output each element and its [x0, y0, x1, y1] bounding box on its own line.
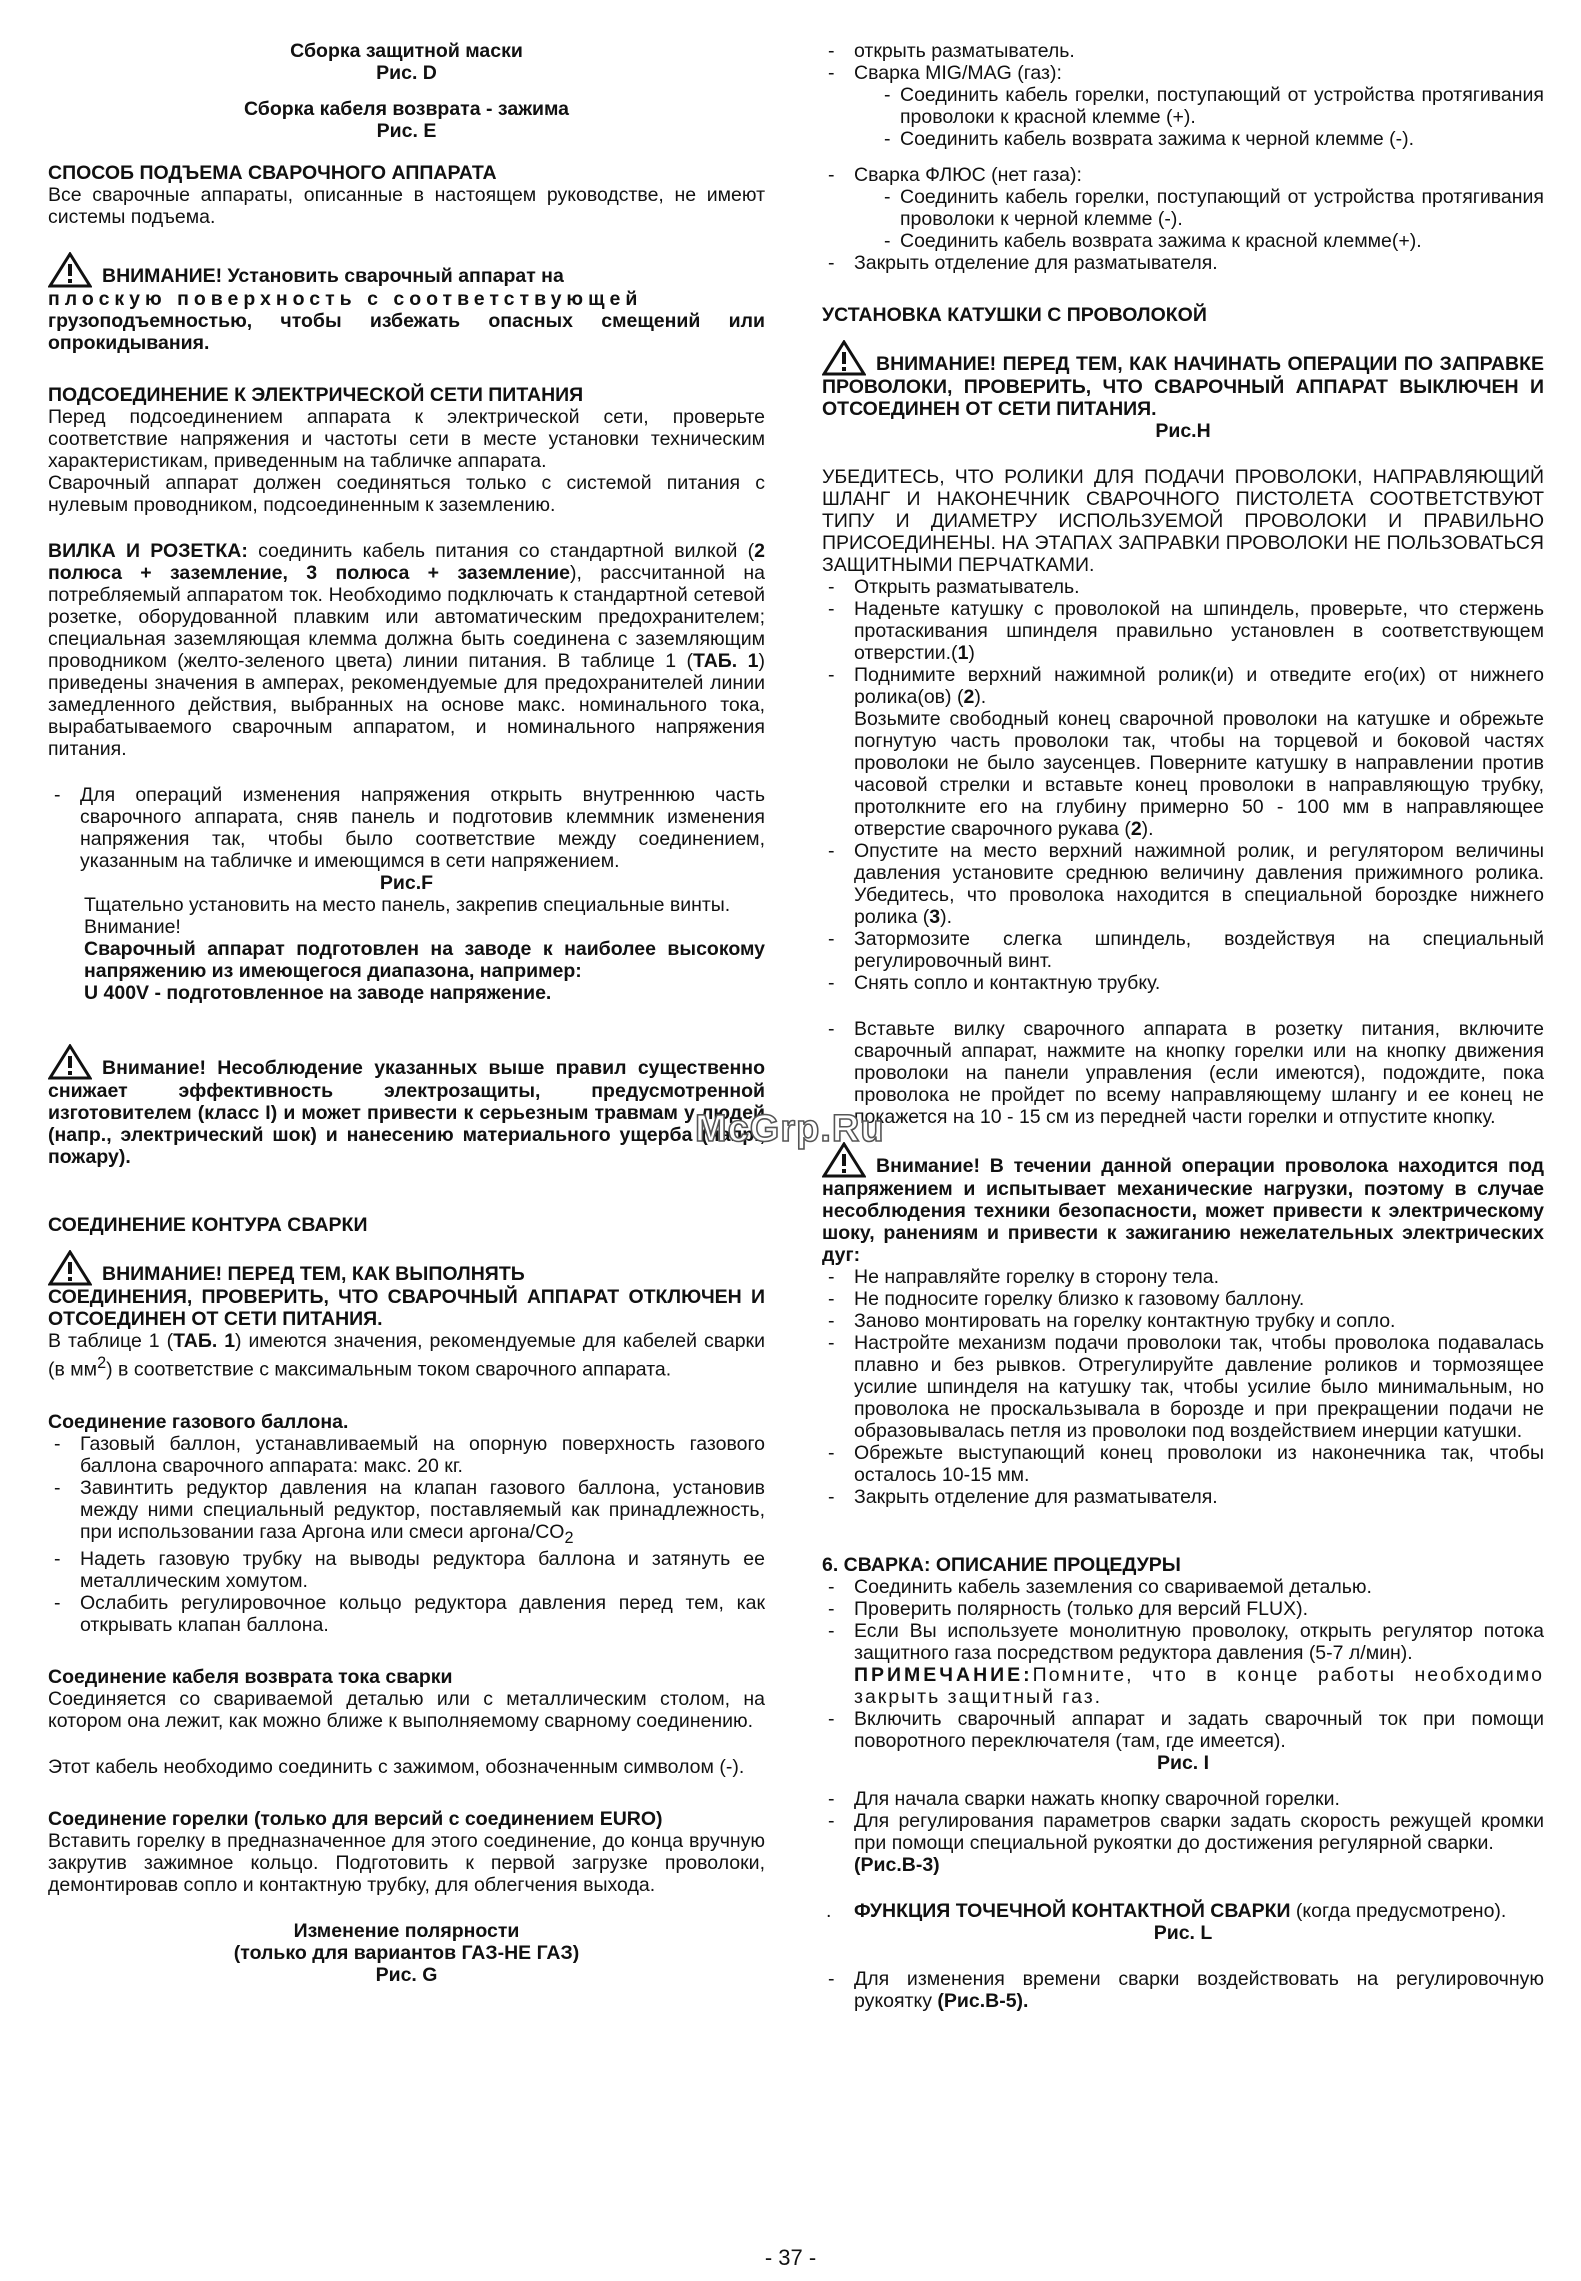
- torch-heading: Соединение горелки (только для версий с соединением EURO): [48, 1808, 663, 1831]
- speed-item: - Для регулирования параметров сварки задать скорость режущей кромки при помощи специальной рукоятки до достижения регулярной сварки. (Рис.B-3): [822, 1810, 1544, 1876]
- coil-heading: УСТАНОВКА КАТУШКИ С ПРОВОЛОКОЙ: [822, 304, 1207, 326]
- time-item: - Для изменения времени сварки воздействовать на регулировочную рукоятку (Рис.B-5).: [822, 1968, 1544, 2012]
- warning-level-line1: ВНИМАНИЕ! Установить сварочный аппарат на: [102, 265, 564, 287]
- warning-triangle-icon: [48, 1250, 92, 1286]
- fig-b3-ref: (Рис.B-3): [854, 1854, 940, 1876]
- fig-e-ref: Рис. E: [376, 120, 437, 142]
- spot-paragraph: . ФУНКЦИЯ ТОЧЕЧНОЙ КОНТАКТНОЙ СВАРКИ (когда предусмотрено).: [826, 1900, 1507, 1922]
- fig-l-ref: Рис. L: [1153, 1922, 1213, 1944]
- power-heading: ПОДСОЕДИНЕНИЕ К ЭЛЕКТРИЧЕСКОЙ СЕТИ ПИТАНИЯ: [48, 384, 584, 406]
- coil-item: - Поднимите верхний нажимной ролик(и) и отведите его(их) от нижнего ролика(ов) (2). Возьмите свободный конец сварочной проволоки на катушке и обрежьте погнутую часть проволоки так, чтобы на торцевой и боковой частях проволоки не было заусенцев. Поверните катушку в направлении против часовой стрелки и вставьте конец проволоки в направляющую трубку, протолкните его на глубину примерно 50 - 100 мм в направляющее отверстие сварочного рукава (2).: [822, 664, 1544, 840]
- open-reel-item: - открыть разматыватель.: [822, 40, 1544, 62]
- close-reel-item: - Закрыть отделение для разматывателя.: [822, 252, 1544, 274]
- voltage-item: - Для операций изменения напряжения открыть внутреннюю часть сварочного аппарата, сняв панель и подготовив клеммник изменения напряжения так, чтобы было соответствие между соединением, указанным на табличке и имеющимся в сети напряжением.: [48, 784, 765, 872]
- warning-circuit-line1: ВНИМАНИЕ! ПЕРЕД ТЕМ, КАК ВЫПОЛНЯТЬ: [102, 1263, 525, 1285]
- warning-block-circuit: [48, 1250, 765, 1330]
- mig-sub-item: - Соединить кабель возврата зажима к черной клемме (-).: [884, 128, 1544, 150]
- weld-list: [822, 1576, 1544, 1752]
- start-list: [822, 1788, 1544, 1876]
- panel-text: Тщательно установить на место панель, закрепив специальные винты.: [84, 894, 731, 916]
- factory-text: Сварочный аппарат подготовлен на заводе к наиболее высокому напряжению из имеющегося диапазона, например:: [84, 938, 765, 982]
- start-item: - Для начала сварки нажать кнопку сварочной горелки.: [822, 1788, 1544, 1810]
- coil-item: - Затормозите слегка шпиндель, воздействуя на специальный регулировочный винт.: [822, 928, 1544, 972]
- mig-sublist: [854, 84, 1544, 150]
- mig-sub-item: - Соединить кабель горелки, поступающий от устройства протягивания проволоки к красной клемме (+).: [884, 84, 1544, 128]
- voltage-list: [48, 784, 765, 872]
- polarity-title: Изменение полярности: [293, 1920, 520, 1943]
- mig-item: - Сварка MIG/MAG (газ): - Соединить кабель горелки, поступающий от устройства протягивания проволоки к красной клемме (+). - Соединить кабель возврата зажима к черной клемме (-).: [822, 62, 1544, 150]
- circuit-heading: СОЕДИНЕНИЕ КОНТУРА СВАРКИ: [48, 1214, 368, 1236]
- power-text-2: Сварочный аппарат должен соединяться только с системой питания с нулевым проводником, подсоединенным к заземлению.: [48, 472, 765, 516]
- warning-level-line2: плоскую поверхность с соответствующей: [48, 288, 643, 310]
- warning-safety-text: Внимание! Несоблюдение указанных выше правил существенно снижает эффективность электрозащиты, предусмотренной изготовителем (класс I) и может привести к серьезным травмам у людей (напр., электрический шок) и нанесению материального ущерба (напр., пожару).: [48, 1057, 765, 1168]
- weld-item: - Если Вы используете монолитную проволоку, открыть регулятор потока защитного газа посредством редуктора давления (5-7 л/мин). ПРИМЕЧАНИЕ:Помните, что в конце работы необходимо закрыть защитный газ.: [822, 1620, 1544, 1708]
- fig-d-ref: Рис. D: [376, 62, 437, 84]
- weld-item: - Включить сварочный аппарат и задать сварочный ток при помощи поворотного переключателя (там, где имеется).: [822, 1708, 1544, 1752]
- factory-block: [48, 894, 765, 1004]
- factory-voltage: U 400V - подготовленное на заводе напряжение.: [84, 982, 552, 1004]
- coil-item: - Наденьте катушку с проволокой на шпиндель, проверьте, что стержень протаскивания шпинделя правильно установлен в соответствующем отверстии.(1): [822, 598, 1544, 664]
- coil-item: - Открыть разматыватель.: [822, 576, 1544, 598]
- gas-item: - Газовый баллон, устанавливаемый на опорную поверхность газового баллона сварочного аппарата: макс. 20 кг.: [48, 1433, 765, 1477]
- gas-heading: Соединение газового баллона.: [48, 1410, 349, 1433]
- flux-sub-item: - Соединить кабель возврата зажима к красной клемме(+).: [884, 230, 1544, 252]
- power-text-1: Перед подсоединением аппарата к электрической сети, проверьте соответствие напряжения и частоты сети в месте установки техническим характеристикам, приведенным на табличке аппарата.: [48, 406, 765, 472]
- safety-item: - Закрыть отделение для разматывателя.: [822, 1486, 1544, 1508]
- return-heading: Соединение кабеля возврата тока сварки: [48, 1666, 453, 1689]
- flux-sub-item: - Соединить кабель горелки, поступающий от устройства протягивания проволоки к черной клемме (-).: [884, 186, 1544, 230]
- warning-block-coil: [822, 340, 1544, 442]
- fig-h-ref: Рис.H: [1155, 420, 1211, 442]
- warning-block-level: [48, 252, 765, 354]
- gas-item: - Ослабить регулировочное кольцо редуктора давления перед тем, как открывать клапан баллона.: [48, 1592, 765, 1636]
- warning-circuit-line2: СОЕДИНЕНИЯ, ПРОВЕРИТЬ, ЧТО СВАРОЧНЫЙ АППАРАТ ОТКЛЮЧЕН И ОТСОЕДИНЕН ОТ СЕТИ ПИТАНИЯ.: [48, 1286, 765, 1330]
- lift-heading: СПОСОБ ПОДЪЕМА СВАРОЧНОГО АППАРАТА: [48, 162, 497, 184]
- torch-text: Вставить горелку в предназначенное для этого соединение, до конца вручную закрутив зажимное кольцо. Подготовить к первой загрузке проволоки, демонтировав сопло и контактную трубку, для облегчения выхода.: [48, 1830, 765, 1897]
- warning-triangle-icon: [822, 340, 866, 376]
- warning-block-safety: [48, 1044, 765, 1168]
- coil-item: - Опустите на место верхний нажимной ролик, и регулятором величины давления установите среднюю величину давления прижимного ролика. Убедитесь, что проволока находится в специальной бороздке нижнего ролика (3).: [822, 840, 1544, 928]
- fig-i-ref: Рис. I: [1156, 1752, 1210, 1774]
- time-list: [822, 1968, 1544, 2012]
- gas-item: - Надеть газовую трубку на выводы редуктора баллона и затянуть ее металлическим хомутом.: [48, 1548, 765, 1592]
- plug-list: [822, 1018, 1544, 1128]
- table-paragraph: В таблице 1 (ТАБ. 1) имеются значения, рекомендуемые для кабелей сварки (в $мм^2$) в соответствие с максимальным током сварочного аппарата.: [48, 1330, 765, 1381]
- fig-d-title: Сборка защитной маски: [290, 40, 523, 62]
- safety-item: - Заново монтировать на горелку контактную трубку и сопло.: [822, 1310, 1544, 1332]
- clamp-text: Этот кабель необходимо соединить с зажимом, обозначенным символом (-).: [48, 1756, 745, 1779]
- note: ПРИМЕЧАНИЕ:Помните, что в конце работы необходимо закрыть защитный газ.: [854, 1664, 1544, 1708]
- safety-item: - Не направляйте горелку в сторону тела.: [822, 1266, 1544, 1288]
- right-column: [822, 40, 1544, 2012]
- page-number: - 37 -: [764, 2245, 817, 2270]
- plug-paragraph: ВИЛКА И РОЗЕТКА: соединить кабель питания со стандартной вилкой (2 полюса + заземление, 3 полюса + заземление), рассчитанной на потребляемый аппаратом ток. Необходимо подключать к стандартной сетевой розетке, оборудованной плавким или автоматическим предохранителем; специальная заземляющая клемма должна быть соединена с заземляющим проводником (желто-зеленого цвета) линии питания. В таблице 1 (ТАБ. 1) приведены значения в амперах, рекомендуемые для предохранителей линии замедленного действия, выбранных на основе макс. номинального тока, вырабатываемого сварочным аппаратом, и номинального напряжения питания.: [48, 540, 766, 760]
- safety-item: - Обрежьте выступающий конец проволоки из наконечника так, чтобы осталось 10-15 мм.: [822, 1442, 1544, 1486]
- warning-block-wire: [822, 1142, 1544, 1266]
- fig-e-title: Сборка кабеля возврата - зажима: [243, 98, 570, 120]
- weld-item: - Соединить кабель заземления со свариваемой деталью.: [822, 1576, 1544, 1598]
- coil-list: [822, 576, 1544, 994]
- watermark-logo: McGrp.Ru: [695, 1108, 885, 1150]
- warning-level-line3: грузоподъемностью, чтобы избежать опасных смещений или опрокидывания.: [48, 310, 765, 354]
- warning-triangle-icon: [48, 1044, 92, 1080]
- free-end-text: Возьмите свободный конец сварочной проволоки на катушке и обрежьте погнутую часть проволоки так, чтобы на торцевой и боковой частях проволоки не было заусенцев. Поверните катушку в направлении против часовой стрелки и вставьте конец проволоки в направляющую трубку, протолкните его на глубину примерно 50 - 100 мм в направляющее отверстие сварочного рукава (2).: [854, 708, 1544, 840]
- warning-triangle-icon: [48, 252, 92, 288]
- warning-wire-text: Внимание! В течении данной операции проволока находится под напряжением и испытывает механические нагрузки, поэтому в случае несоблюдения техники безопасности, может привести к электрическому шоку, ранениям и привести к зажиганию нежелательных электрических дуг:: [822, 1155, 1544, 1266]
- weld-heading: 6. СВАРКА: ОПИСАНИЕ ПРОЦЕДУРЫ: [822, 1554, 1181, 1576]
- lift-text: Все сварочные аппараты, описанные в настоящем руководстве, не имеют системы подъема.: [48, 184, 765, 228]
- gas-list: [48, 1433, 765, 1637]
- coil-item: - Снять сопло и контактную трубку.: [822, 972, 1544, 994]
- fig-g-ref: Рис. G: [375, 1964, 438, 1987]
- check-text: УБЕДИТЕСЬ, ЧТО РОЛИКИ ДЛЯ ПОДАЧИ ПРОВОЛОКИ, НАПРАВЛЯЮЩИЙ ШЛАНГ И НАКОНЕЧНИК СВАРОЧНОГО ПИСТОЛЕТА СООТВЕТСТВУЮТ ТИПУ И ДИАМЕТРУ ИСПОЛЬЗУЕМОЙ ПРОВОЛОКИ И ПРАВИЛЬНО ПРИСОЕДИНЕНЫ. НА ЭТАПАХ ЗАПРАВКИ ПРОВОЛОКИ НЕ ПОЛЬЗОВАТЬСЯ ЗАЩИТНЫМИ ПЕРЧАТКАМИ.: [822, 466, 1544, 576]
- reel-list: [822, 40, 1544, 150]
- flux-sublist: [854, 186, 1544, 252]
- warning-coil-text: ВНИМАНИЕ! ПЕРЕД ТЕМ, КАК НАЧИНАТЬ ОПЕРАЦИИ ПО ЗАПРАВКЕ ПРОВОЛОКИ, ПРОВЕРИТЬ, ЧТО СВАРОЧНЫЙ АППАРАТ ВЫКЛЮЧЕН И ОТСОЕДИНЕН ОТ СЕТИ ПИТАНИЯ.: [822, 353, 1544, 420]
- weld-item: - Проверить полярность (только для версий FLUX).: [822, 1598, 1544, 1620]
- gas-item: - Завинтить редуктор давления на клапан газового баллона, установив между ними специальный редуктор, поставляемый как принадлежность, при использовании газа Аргона или смеси аргона/$CO_2$: [48, 1477, 765, 1549]
- fig-f-ref: Рис.F: [379, 872, 434, 894]
- plug-in-item: - Вставьте вилку сварочного аппарата в розетку питания, включите сварочный аппарат, нажмите на кнопку горелки или на кнопку движения проволоки на панели управления (если имеются), подождите, пока проволока не пройдет по всему направляющему шлангу и ее конец не покажется на 10 - 15 см из передней части горелки и отпустите кнопку.: [822, 1018, 1544, 1128]
- attention-label: Внимание!: [84, 916, 181, 938]
- safety-list: [822, 1266, 1544, 1508]
- flux-list: [822, 164, 1544, 274]
- return-text: Соединяется со свариваемой деталью или с металлическим столом, на котором она лежит, как можно ближе к выполняемому сварному соединению.: [48, 1688, 765, 1733]
- safety-item: - Настройте механизм подачи проволоки так, чтобы проволока подавалась плавно и без рывков. Отрегулируйте давление роликов и тормозящее усилие шпинделя на катушку так, чтобы усилие было минимальным, но проволока не проскальзывала в борозде и при прекращении подачи не образовывалась петля из проволоки под воздействием инерции катушки.: [822, 1332, 1544, 1442]
- plug-lead: ВИЛКА И РОЗЕТКА:: [48, 540, 248, 562]
- polarity-subtitle: (только для вариантов ГАЗ-НЕ ГАЗ): [233, 1942, 580, 1965]
- left-column: [48, 40, 765, 1986]
- safety-item: - Не подносите горелку близко к газовому баллону.: [822, 1288, 1544, 1310]
- flux-item: - Сварка ФЛЮС (нет газа): - Соединить кабель горелки, поступающий от устройства протягивания проволоки к черной клемме (-). - Соединить кабель возврата зажима к красной клемме(+).: [822, 164, 1544, 252]
